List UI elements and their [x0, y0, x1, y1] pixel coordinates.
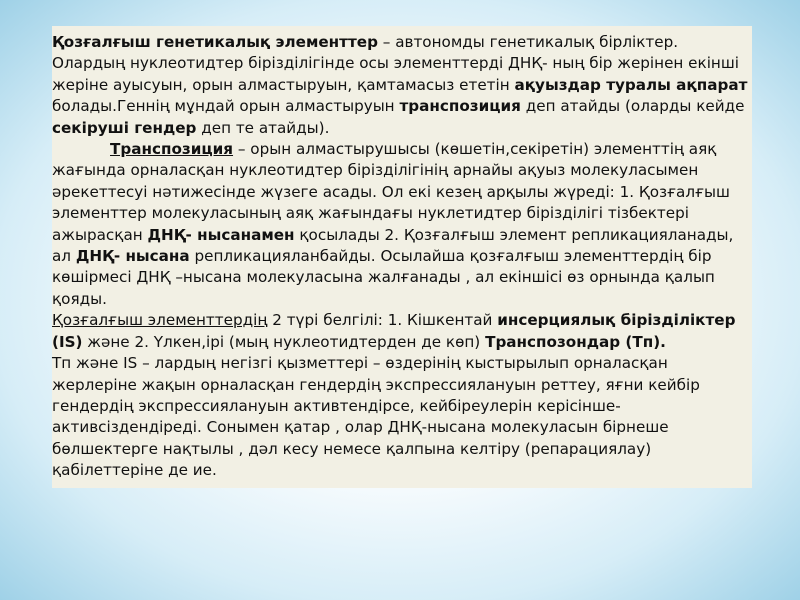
underlined-term: Қозғалғыш элементтердің	[52, 311, 268, 330]
paragraph-transposition	[52, 139, 752, 310]
text-run: қосылады 2. Қозғалғыш элемент репликацияланады, ал	[52, 225, 734, 266]
bold-term: ақуыздар туралы ақпарат	[514, 75, 748, 94]
text-run: болады.Геннің мұндай орын алмастыруын	[52, 97, 400, 116]
text-run: репликацияланбайды. Осылайша қозғалғыш элементтердің бір көшірмесі ДНҚ –нысана молекуласына жалғанады , ал екіншісі өз орнында қалып қояды.	[52, 247, 715, 308]
text-run: 2 түрі белгілі: 1. Кішкентай	[267, 311, 498, 330]
bold-term: ДНҚ- нысана	[75, 247, 190, 266]
text-block	[52, 26, 752, 488]
term-heading: Қозғалғыш генетикалық элементтер	[52, 33, 378, 51]
text-run: – орын алмастырушысы (көшетін,секіретін) элементтің аяқ жағында орналасқан нуклеотидтер бірізділігінің арнайы ақуыз молекуласымен әрекеттесуі нәтижесінде жүзеге асады. Ол екі кезең арқылы жүреді: 1. Қозғалғыш элементтер молекуласының аяқ жағындағы нуклетидтер бірізділігі тізбектері ажырасқан	[52, 140, 730, 244]
paragraph-definition	[52, 32, 752, 139]
paragraph-types	[52, 310, 752, 353]
text-run: және 2. Үлкен,ірі (мың нуклеотидтерден де көп)	[82, 332, 486, 351]
bold-term: Транспозондар (Тп).	[485, 332, 666, 351]
bold-term: транспозиция	[399, 97, 521, 116]
text-run: деп те атайды).	[196, 118, 330, 137]
text-run: Тп және IS – лардың негізгі қызметтері – өздерінің кыстырылып орналасқан жерлеріне жақын орналасқан гендердің экспрессиялануын реттеу, яғни кейбір гендердің экспрессиялануын активтендірсе, кейбіреулерін керісінше- активсіздендіреді. Сонымен қатар , олар ДНҚ-нысана молекуласын бірнеше бөлшектерге нақтылы , дәл кесу немесе қалпына келтіру (репарациялау) қабілеттеріне де ие.	[52, 354, 700, 480]
text-run: деп атайды (оларды кейде	[520, 97, 745, 116]
bold-term: инсерциялық бірізділіктер (IS)	[52, 311, 736, 351]
paragraph-functions	[52, 353, 752, 481]
text-run: – автономды генетикалық бірліктер. Олардың нуклеотидтер бірізділігінде осы элементтерді ДНҚ- ның бір жерінен екінші жеріне ауысуын, орын алмастыруын, қамтамасыз ететін	[52, 33, 739, 94]
bold-term: секіруші гендер	[52, 118, 197, 137]
bold-term: ДНҚ- нысанамен	[147, 225, 295, 244]
transposition-heading: Транспозиция	[110, 140, 234, 159]
